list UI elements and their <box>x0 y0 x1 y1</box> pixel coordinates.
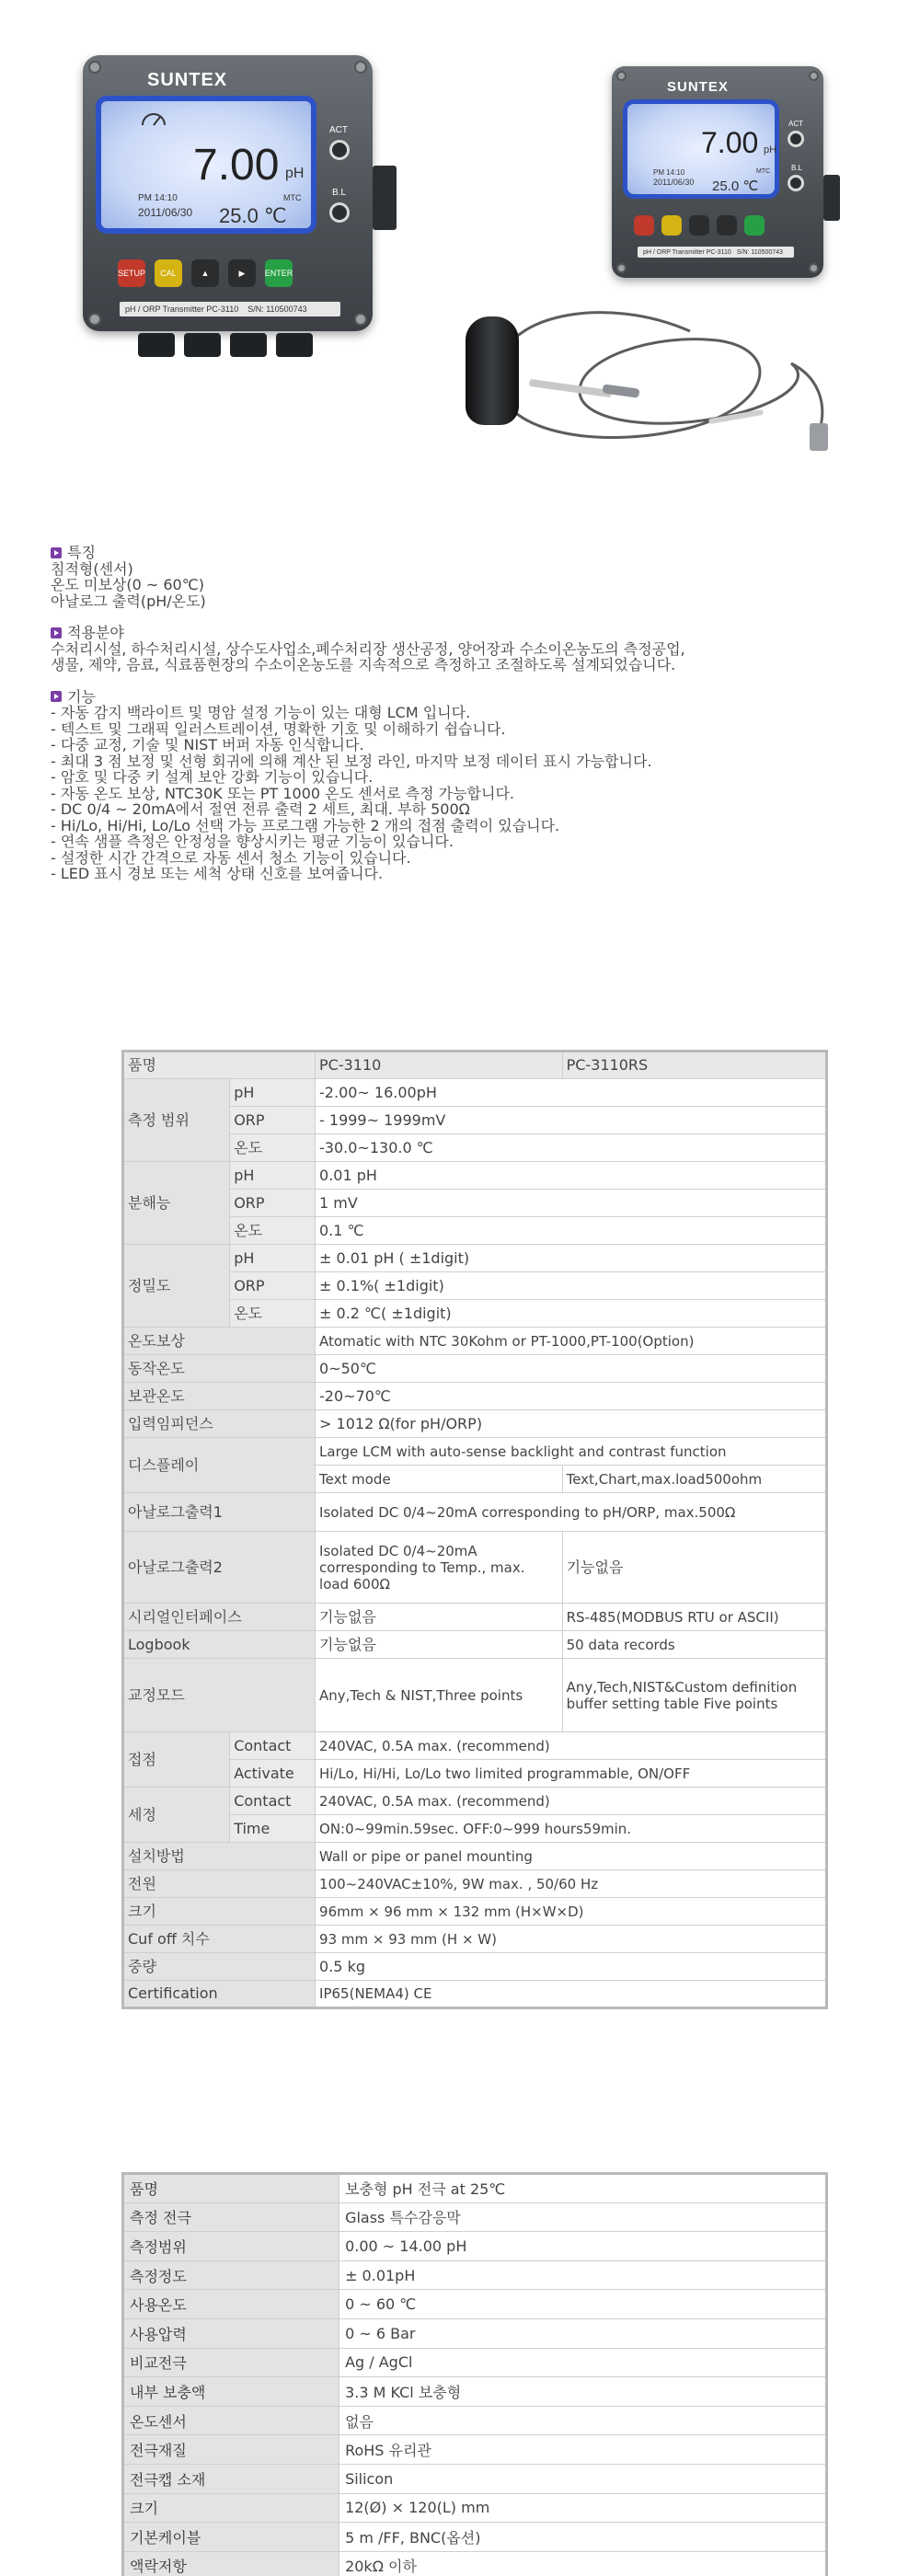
keypad <box>634 215 772 236</box>
spec-label: Certification <box>123 1981 316 2008</box>
table-row <box>123 1898 827 1926</box>
table-row <box>123 1631 827 1659</box>
spec-label: 전극재질 <box>123 2435 339 2465</box>
model-label-text: pH / ORP Transmitter PC-3110 <box>125 305 239 314</box>
spec-value: 5 m /FF, BNC(옵션) <box>339 2523 827 2552</box>
serial-label-text: S/N: 110500743 <box>247 305 307 314</box>
spec-value: 기능없음 <box>316 1604 563 1631</box>
spec-value: Text,Chart,max.load500ohm <box>562 1466 826 1493</box>
spec-sublabel: Contact <box>230 1788 316 1815</box>
spec-sublabel: pH <box>230 1245 316 1272</box>
screw-icon <box>616 71 627 81</box>
spec-label: 사용압력 <box>123 2318 339 2348</box>
spec-sublabel: Time <box>230 1815 316 1843</box>
spec-label: 디스플레이 <box>123 1438 316 1493</box>
spec-value: Text mode <box>316 1466 563 1493</box>
lcd-screen <box>623 99 779 199</box>
spec-label: 측정정도 <box>123 2260 339 2290</box>
table-row <box>123 2406 827 2435</box>
table-row <box>123 1604 827 1631</box>
spec-label: 온도센서 <box>123 2406 339 2435</box>
function-line: - DC 0/4 ~ 20mA에서 절연 전류 출력 2 세트, 최대. 부하 500Ω <box>51 800 470 818</box>
brand-logo: SUNTEX <box>147 70 228 90</box>
setup-key[interactable]: SETUP <box>118 259 145 287</box>
spec-label: 기본케이블 <box>123 2523 339 2552</box>
table-row <box>123 2551 827 2576</box>
applications-section <box>51 625 915 673</box>
table-row <box>123 1052 827 1079</box>
brand-logo: SUNTEX <box>667 79 729 95</box>
spec-sublabel: 온도 <box>230 1217 316 1245</box>
right-key[interactable] <box>717 215 737 236</box>
spec-label: 시리얼인터페이스 <box>123 1604 316 1631</box>
function-line: - 최대 3 점 보정 및 선형 회귀에 의해 계산 된 보정 라인, 마지막 보정 데이터 표시 가능합니다. <box>51 752 652 770</box>
spec-value: PC-3110 <box>316 1052 563 1079</box>
spec-value: 기능없음 <box>316 1631 563 1659</box>
table-row <box>123 2493 827 2523</box>
table-row <box>123 1532 827 1604</box>
mtc-indicator: MTC <box>756 168 771 175</box>
act-button[interactable] <box>329 140 350 160</box>
spec-value: ± 0.01pH <box>339 2260 827 2290</box>
electrode-table-body <box>123 2174 827 2576</box>
screw-icon <box>616 263 627 273</box>
spec-value: Silicon <box>339 2464 827 2493</box>
table-row <box>123 2377 827 2407</box>
spec-value: 보충형 pH 전극 at 25℃ <box>339 2174 827 2203</box>
spec-value: 240VAC, 0.5A max. (recommend) <box>316 1788 827 1815</box>
table-row <box>123 2464 827 2493</box>
function-line: - 자동 감지 백라이트 및 명암 설정 기능이 있는 대형 LCM 입니다. <box>51 704 471 721</box>
feature-line: 침적형(센서) <box>51 559 133 578</box>
spec-label: 접점 <box>123 1732 230 1788</box>
act-label: ACT <box>329 125 348 135</box>
spec-value: Isolated DC 0/4~20mA corresponding to pH/ORP, max.500Ω <box>316 1493 827 1532</box>
table-row <box>123 2435 827 2465</box>
table-row <box>123 1079 827 1107</box>
table-row <box>123 2174 827 2203</box>
spec-label: 입력임피던스 <box>123 1410 316 1438</box>
table-row <box>123 2348 827 2377</box>
spec-label: 측정 범위 <box>123 1079 230 1162</box>
table-row <box>123 2523 827 2552</box>
electrode-cap <box>466 316 519 425</box>
spec-value: 3.3 M KCl 보충형 <box>339 2377 827 2407</box>
screw-icon <box>88 61 101 74</box>
table-row <box>123 1328 827 1355</box>
enter-key[interactable] <box>744 215 765 236</box>
table-row <box>123 1162 827 1190</box>
spec-value: 0.5 kg <box>316 1953 827 1981</box>
setup-key[interactable] <box>634 215 654 236</box>
spec-value: ± 0.2 ℃( ±1digit) <box>316 1300 827 1328</box>
spec-value: - 1999~ 1999mV <box>316 1107 827 1134</box>
function-line: - 텍스트 및 그래픽 일러스트레이션, 명확한 기호 및 이해하기 쉽습니다. <box>51 719 506 738</box>
applications-title: 적용분야 <box>67 624 124 641</box>
lcd-screen <box>96 96 316 234</box>
bullet-icon <box>51 627 62 638</box>
spec-label: Logbook <box>123 1631 316 1659</box>
functions-section <box>51 689 915 882</box>
table-row <box>123 1732 827 1760</box>
transmitter-small <box>612 66 823 278</box>
time-readout: PM 14:10 <box>138 193 178 203</box>
table-row <box>123 2232 827 2261</box>
spec-label: 측정범위 <box>123 2232 339 2261</box>
spec-value: 93 mm × 93 mm (H × W) <box>316 1926 827 1953</box>
act-label: ACT <box>788 120 803 128</box>
screw-icon <box>354 313 367 326</box>
electrode-spec-table <box>121 2172 828 2576</box>
product-info <box>51 545 915 898</box>
function-line: - 다중 교정, 기술 및 NIST 버퍼 자동 인식합니다. <box>51 736 364 753</box>
spec-value: Wall or pipe or panel mounting <box>316 1843 827 1870</box>
bullet-icon <box>51 547 62 558</box>
spec-label: 내부 보충액 <box>123 2377 339 2407</box>
spec-value: PC-3110RS <box>562 1052 826 1079</box>
bl-label: B.L <box>332 188 347 198</box>
spec-value: 100~240VAC±10%, 9W max. , 50/60 Hz <box>316 1870 827 1898</box>
spec-sublabel: Contact <box>230 1732 316 1760</box>
spec-value: Isolated DC 0/4~20mA corresponding to Temp., max. load 600Ω <box>316 1532 563 1604</box>
ph-reading: 7.00 <box>701 126 759 159</box>
table-row <box>123 2290 827 2319</box>
bl-label: B.L <box>791 164 803 172</box>
spec-value: -30.0~130.0 ℃ <box>316 1134 827 1162</box>
product-images <box>0 0 920 515</box>
spec-value: Ag / AgCl <box>339 2348 827 2377</box>
temperature-readout: 25.0 ℃ <box>712 178 759 194</box>
spec-label: 세정 <box>123 1788 230 1843</box>
spec-value: 96mm × 96 mm × 132 mm (H×W×D) <box>316 1898 827 1926</box>
features-title: 특징 <box>67 544 96 561</box>
function-line: - 자동 온도 보상, NTC30K 또는 PT 1000 온도 센서로 측정 가능합니다. <box>51 784 514 802</box>
feature-line: 아날로그 출력(pH/온도) <box>51 592 206 610</box>
table-row <box>123 1355 827 1383</box>
enter-key[interactable]: ENTER <box>265 259 293 287</box>
spec-value: Atomatic with NTC 30Kohm or PT-1000,PT-100(Option) <box>316 1328 827 1355</box>
cal-key[interactable] <box>661 215 682 236</box>
spec-value: 50 data records <box>562 1631 826 1659</box>
spec-label: 보관온도 <box>123 1383 316 1410</box>
date-readout: 2011/06/30 <box>138 206 193 219</box>
spec-sublabel: ORP <box>230 1272 316 1300</box>
spec-sublabel: 온도 <box>230 1134 316 1162</box>
feature-line: 온도 미보상(0 ~ 60℃) <box>51 576 204 593</box>
serial-label-text: S/N: 110500743 <box>736 248 783 256</box>
spec-value: Hi/Lo, Hi/Hi, Lo/Lo two limited programmable, ON/OFF <box>316 1760 827 1788</box>
screw-icon <box>88 313 101 326</box>
spec-value: 0~50℃ <box>316 1355 827 1383</box>
right-key[interactable]: ▶ <box>228 259 256 287</box>
spec-sublabel: pH <box>230 1079 316 1107</box>
function-line: - LED 표시 경보 또는 세척 상태 신호를 보여줍니다. <box>51 865 384 882</box>
spec-label: 교정모드 <box>123 1659 316 1732</box>
spec-value: ± 0.1%( ±1digit) <box>316 1272 827 1300</box>
spec-value: ON:0~99min.59sec. OFF:0~999 hours59min. <box>316 1815 827 1843</box>
screw-icon <box>354 61 367 74</box>
mounting-bracket <box>373 166 397 230</box>
spec-sublabel: ORP <box>230 1107 316 1134</box>
spec-label: 아날로그출력2 <box>123 1532 316 1604</box>
table-row <box>123 1438 827 1466</box>
spec-value: 없음 <box>339 2406 827 2435</box>
table-row <box>123 1383 827 1410</box>
spec-value: RoHS 유리관 <box>339 2435 827 2465</box>
spec-value: 기능없음 <box>562 1532 826 1604</box>
table-row <box>123 1245 827 1272</box>
mtc-indicator: MTC <box>283 193 302 202</box>
spec-label: 크기 <box>123 2493 339 2523</box>
model-label <box>120 302 340 316</box>
functions-title: 기능 <box>67 687 96 706</box>
function-line: - 설정한 시간 간격으로 자동 센서 청소 기능이 있습니다. <box>51 848 411 867</box>
spec-sublabel: Activate <box>230 1760 316 1788</box>
spec-value: Any,Tech & NIST,Three points <box>316 1659 563 1732</box>
table-row <box>123 2318 827 2348</box>
table-row <box>123 2260 827 2290</box>
function-line: - 암호 및 다중 키 설계 보안 강화 기능이 있습니다. <box>51 768 374 786</box>
backlight-button[interactable] <box>788 175 804 191</box>
spec-value: ± 0.01 pH ( ±1digit) <box>316 1245 827 1272</box>
spec-label: 분해능 <box>123 1162 230 1245</box>
spec-value: 0 ~ 6 Bar <box>339 2318 827 2348</box>
table-row <box>123 1788 827 1815</box>
spec-value: 0 ~ 60 ℃ <box>339 2290 827 2319</box>
table-row <box>123 2202 827 2232</box>
transmitter-spec-table <box>121 1050 828 2009</box>
spec-label: 동작온도 <box>123 1355 316 1383</box>
time-readout: PM 14:10 <box>653 168 685 177</box>
spec-value: Any,Tech,NIST&Custom definition buffer setting table Five points <box>562 1659 826 1732</box>
model-label-text: pH / ORP Transmitter PC-3110 <box>643 248 731 256</box>
transmitter-large <box>83 55 373 331</box>
spec-label: 전극캡 소재 <box>123 2464 339 2493</box>
table-row <box>123 1843 827 1870</box>
application-line: 생물, 제약, 음료, 식료품현장의 수소이온농도를 지속적으로 측정하고 조절하도록 설계되었습니다. <box>51 656 676 673</box>
features-section <box>51 545 915 609</box>
spec-label: 크기 <box>123 1898 316 1926</box>
spec-label: 측정 전극 <box>123 2202 339 2232</box>
backlight-button[interactable] <box>329 202 350 223</box>
spec-value: 20kΩ 이하 <box>339 2551 827 2576</box>
keypad <box>118 259 302 287</box>
spec-value: -20~70℃ <box>316 1383 827 1410</box>
ph-reading: 7.00 <box>193 141 280 190</box>
spec-value: 1 mV <box>316 1190 827 1217</box>
spec-label: 액락저항 <box>123 2551 339 2576</box>
spec-value: 12(Ø) × 120(L) mm <box>339 2493 827 2523</box>
spec-sublabel: pH <box>230 1162 316 1190</box>
bullet-icon <box>51 691 62 702</box>
spec-value: 0.01 pH <box>316 1162 827 1190</box>
spec-label: 비교전극 <box>123 2348 339 2377</box>
up-key[interactable]: ▲ <box>191 259 219 287</box>
model-label <box>638 247 794 258</box>
cal-key[interactable]: CAL <box>155 259 182 287</box>
spec-value: 0.00 ~ 14.00 pH <box>339 2232 827 2261</box>
table-row <box>123 1926 827 1953</box>
function-line: - Hi/Lo, Hi/Hi, Lo/Lo 선택 가능 프로그램 가능한 2 개의 접점 출력이 있습니다. <box>51 816 560 834</box>
spec-label: 온도보상 <box>123 1328 316 1355</box>
spec-label: Cuf off 치수 <box>123 1926 316 1953</box>
spec-label: 중량 <box>123 1953 316 1981</box>
table-row <box>123 1410 827 1438</box>
temperature-readout: 25.0 ℃ <box>219 204 287 227</box>
ph-unit: pH <box>764 144 777 155</box>
table-row <box>123 1953 827 1981</box>
screw-icon <box>809 263 819 273</box>
date-readout: 2011/06/30 <box>653 178 695 187</box>
spec-value: -2.00~ 16.00pH <box>316 1079 827 1107</box>
ph-unit: pH <box>285 166 305 181</box>
spec-value: Glass 특수감응막 <box>339 2202 827 2232</box>
spec-value: 240VAC, 0.5A max. (recommend) <box>316 1732 827 1760</box>
spec-label: 설치방법 <box>123 1843 316 1870</box>
spec-label: 전원 <box>123 1870 316 1898</box>
table-row <box>123 1493 827 1532</box>
screw-icon <box>809 71 819 81</box>
spec-value: > 1012 Ω(for pH/ORP) <box>316 1410 827 1438</box>
spec-value: IP65(NEMA4) CE <box>316 1981 827 2008</box>
table-row <box>123 1659 827 1732</box>
mounting-bracket <box>823 175 840 221</box>
spec-value: 0.1 ℃ <box>316 1217 827 1245</box>
table-row <box>123 1981 827 2008</box>
spec-sublabel: ORP <box>230 1190 316 1217</box>
spec-label: 품명 <box>123 2174 339 2203</box>
spec-label: 품명 <box>123 1052 316 1079</box>
spec-label: 사용온도 <box>123 2290 339 2319</box>
spec-label: 정밀도 <box>123 1245 230 1328</box>
spec-value: RS-485(MODBUS RTU or ASCII) <box>562 1604 826 1631</box>
application-line: 수처리시설, 하수처리시설, 상수도사업소,폐수처리장 생산공정, 양어장과 수소이온농도의 측정공업, <box>51 639 685 658</box>
up-key[interactable] <box>689 215 709 236</box>
spec-value: Large LCM with auto-sense backlight and contrast function <box>316 1438 827 1466</box>
spec-sublabel: 온도 <box>230 1300 316 1328</box>
spec-label: 아날로그출력1 <box>123 1493 316 1532</box>
gauge-icon <box>140 110 167 127</box>
table-row <box>123 1870 827 1898</box>
act-button[interactable] <box>788 131 804 147</box>
function-line: - 연속 샘플 측정은 안정성을 향상시키는 평균 기능이 있습니다. <box>51 833 454 850</box>
